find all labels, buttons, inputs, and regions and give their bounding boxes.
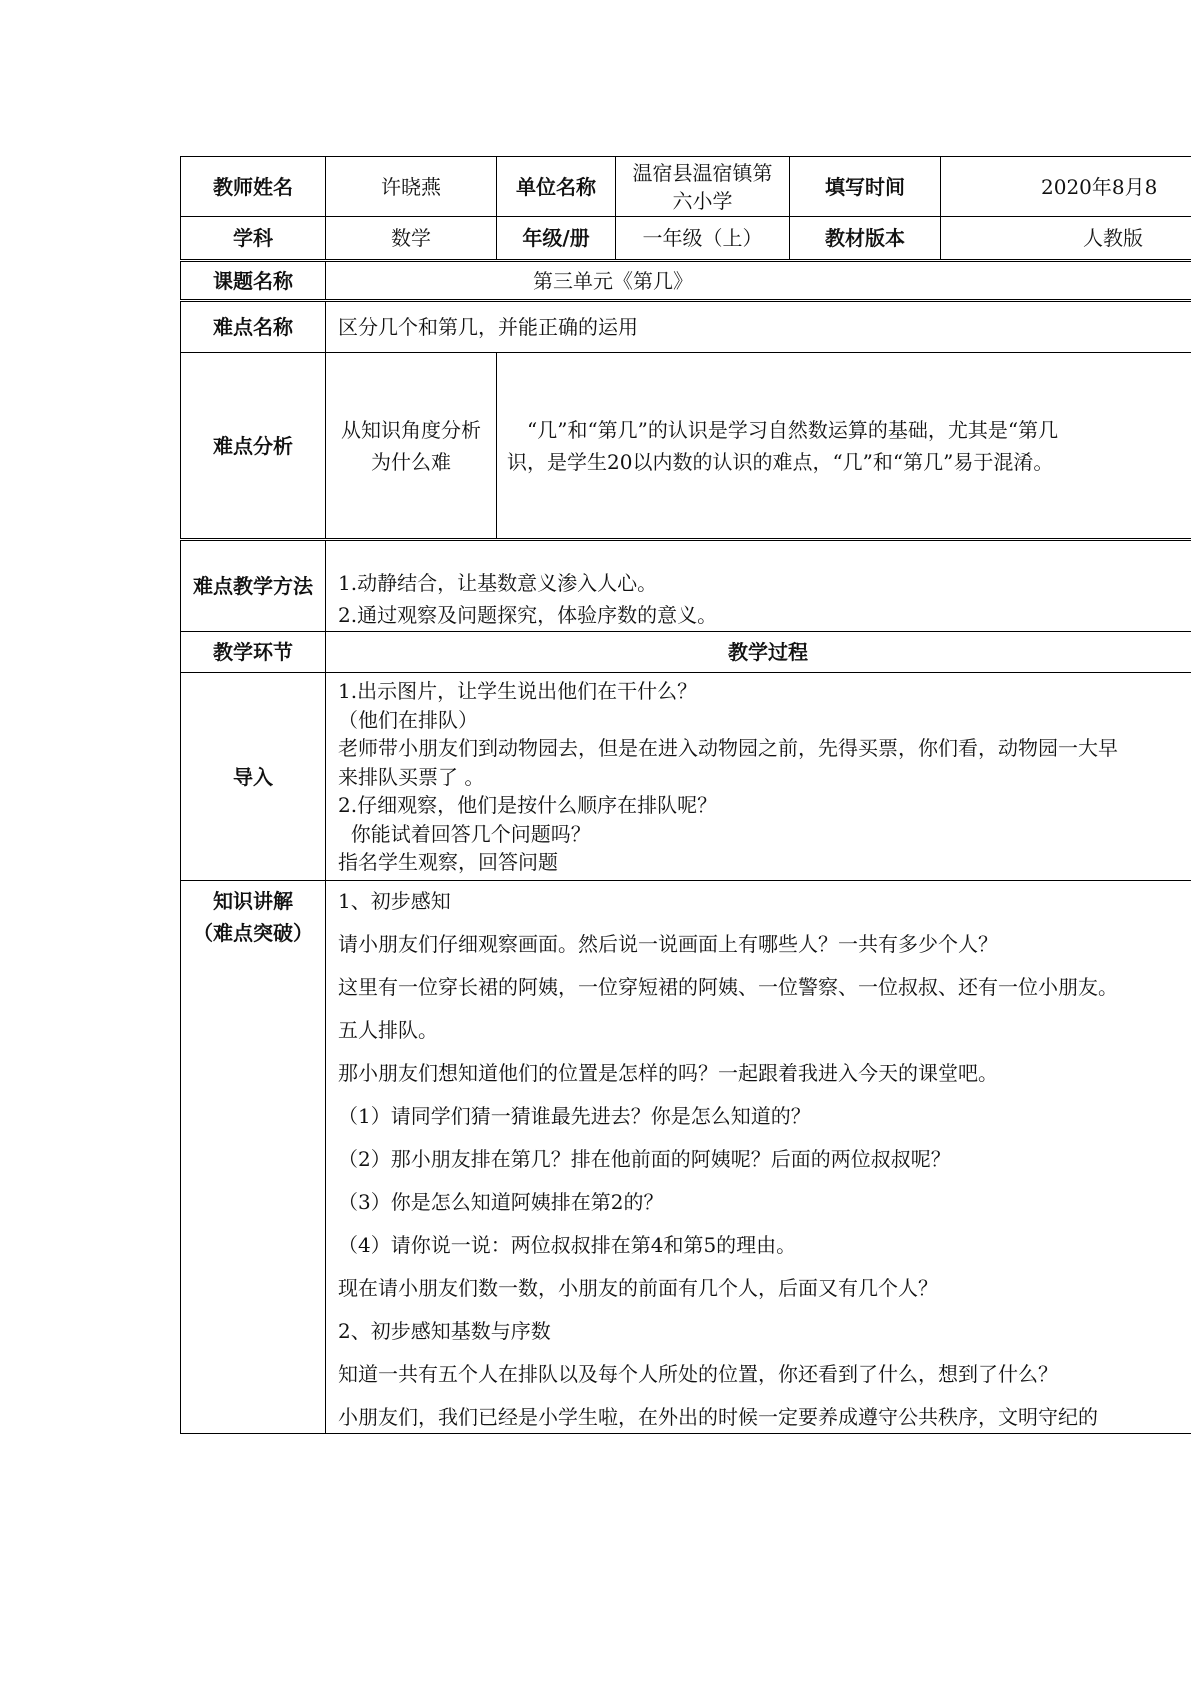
grade-value: 一年级（上） [616, 217, 790, 261]
intro-line: 指名学生观察，回答问题 [338, 850, 558, 874]
process-header: 教学过程 [326, 632, 1191, 673]
knowledge-line: 五人排队。 [338, 1018, 438, 1042]
date-label: 填写时间 [790, 157, 941, 217]
unit-value: 温宿县温宿镇第六小学 [616, 157, 790, 217]
knowledge-text [326, 881, 1191, 1434]
subject-label: 学科 [181, 217, 326, 261]
knowledge-line: 那小朋友们想知道他们的位置是怎样的吗？一起跟着我进入今天的课堂吧。 [338, 1061, 998, 1085]
intro-line: 你能试着回答几个问题吗？ [338, 821, 591, 846]
intro-line: 2.仔细观察，他们是按什么顺序在排队呢？ [338, 793, 718, 817]
lesson-plan-sheet [180, 156, 1191, 1491]
date-value: 2020年8月8 [941, 157, 1191, 217]
intro-line: 1.出示图片，让学生说出他们在干什么？ [338, 679, 698, 703]
knowledge-line: 小朋友们，我们已经是小学生啦，在外出的时候一定要养成遵守公共秩序，文明守纪的 [338, 1405, 1098, 1429]
teacher-value: 许晓燕 [326, 157, 497, 217]
method-text [326, 540, 1191, 632]
lesson-plan-table [180, 156, 1191, 1434]
row-process-header [181, 632, 1191, 673]
edition-value: 人教版 [941, 217, 1191, 261]
analysis-text [497, 353, 1191, 540]
knowledge-line: （2）那小朋友排在第几？排在他前面的阿姨呢？后面的两位叔叔呢？ [338, 1147, 951, 1171]
intro-label: 导入 [181, 673, 326, 881]
knowledge-line: （3）你是怎么知道阿姨排在第2的？ [338, 1190, 664, 1214]
knowledge-line: 知道一共有五个人在排队以及每个人所处的位置，你还看到了什么，想到了什么？ [338, 1362, 1058, 1386]
row-difficulty [181, 301, 1191, 353]
unit-label: 单位名称 [497, 157, 616, 217]
method-line: 2.通过观察及问题探究，体验序数的意义。 [338, 603, 718, 627]
knowledge-label [181, 881, 326, 1434]
row-method [181, 540, 1191, 632]
knowledge-line: 1、初步感知 [338, 889, 451, 913]
row-topic [181, 261, 1191, 301]
knowledge-line: （4）请你说一说：两位叔叔排在第4和第5的理由。 [338, 1233, 797, 1257]
knowledge-label-line2: （难点突破） [193, 921, 313, 945]
analysis-label: 难点分析 [181, 353, 326, 540]
grade-label: 年级/册 [497, 217, 616, 261]
analysis-line: 识，是学生20以内数的认识的难点，“几”和“第几”易于混淆。 [507, 449, 1054, 474]
row-analysis [181, 353, 1191, 540]
difficulty-label: 难点名称 [181, 301, 326, 353]
teacher-label: 教师姓名 [181, 157, 326, 217]
topic-label: 课题名称 [181, 261, 326, 301]
row-intro [181, 673, 1191, 881]
analysis-line: “几”和“第几”的认识是学习自然数运算的基础，尤其是“第几 [527, 417, 1059, 442]
method-label: 难点教学方法 [181, 540, 326, 632]
knowledge-line: 这里有一位穿长裙的阿姨，一位穿短裙的阿姨、一位警察、一位叔叔、还有一位小朋友。 [338, 975, 1118, 999]
intro-line: 来排队买票了 。 [338, 764, 485, 789]
knowledge-line: 请小朋友们仔细观察画面。然后说一说画面上有哪些人？一共有多少个人？ [338, 932, 998, 956]
knowledge-line: 现在请小朋友们数一数，小朋友的前面有几个人，后面又有几个人？ [338, 1276, 938, 1300]
stage-header: 教学环节 [181, 632, 326, 673]
row-knowledge [181, 881, 1191, 1434]
knowledge-line: （1）请同学们猜一猜谁最先进去？你是怎么知道的？ [338, 1104, 811, 1128]
method-line: 1.动静结合，让基数意义渗入人心。 [338, 571, 658, 595]
row-subject [181, 217, 1191, 261]
knowledge-line: 2、初步感知基数与序数 [338, 1319, 551, 1343]
row-teacher [181, 157, 1191, 217]
difficulty-value: 区分几个和第几，并能正确的运用 [326, 301, 1191, 353]
knowledge-label-line1: 知识讲解 [213, 889, 293, 913]
topic-value: 第三单元《第几》 [326, 261, 1191, 301]
edition-label: 教材版本 [790, 217, 941, 261]
intro-line: 老师带小朋友们到动物园去，但是在进入动物园之前，先得买票，你们看，动物园一大早 [338, 736, 1118, 760]
subject-value: 数学 [326, 217, 497, 261]
intro-line: （他们在排队） [338, 707, 478, 732]
intro-text [326, 673, 1191, 881]
analysis-angle: 从知识角度分析为什么难 [326, 353, 497, 540]
